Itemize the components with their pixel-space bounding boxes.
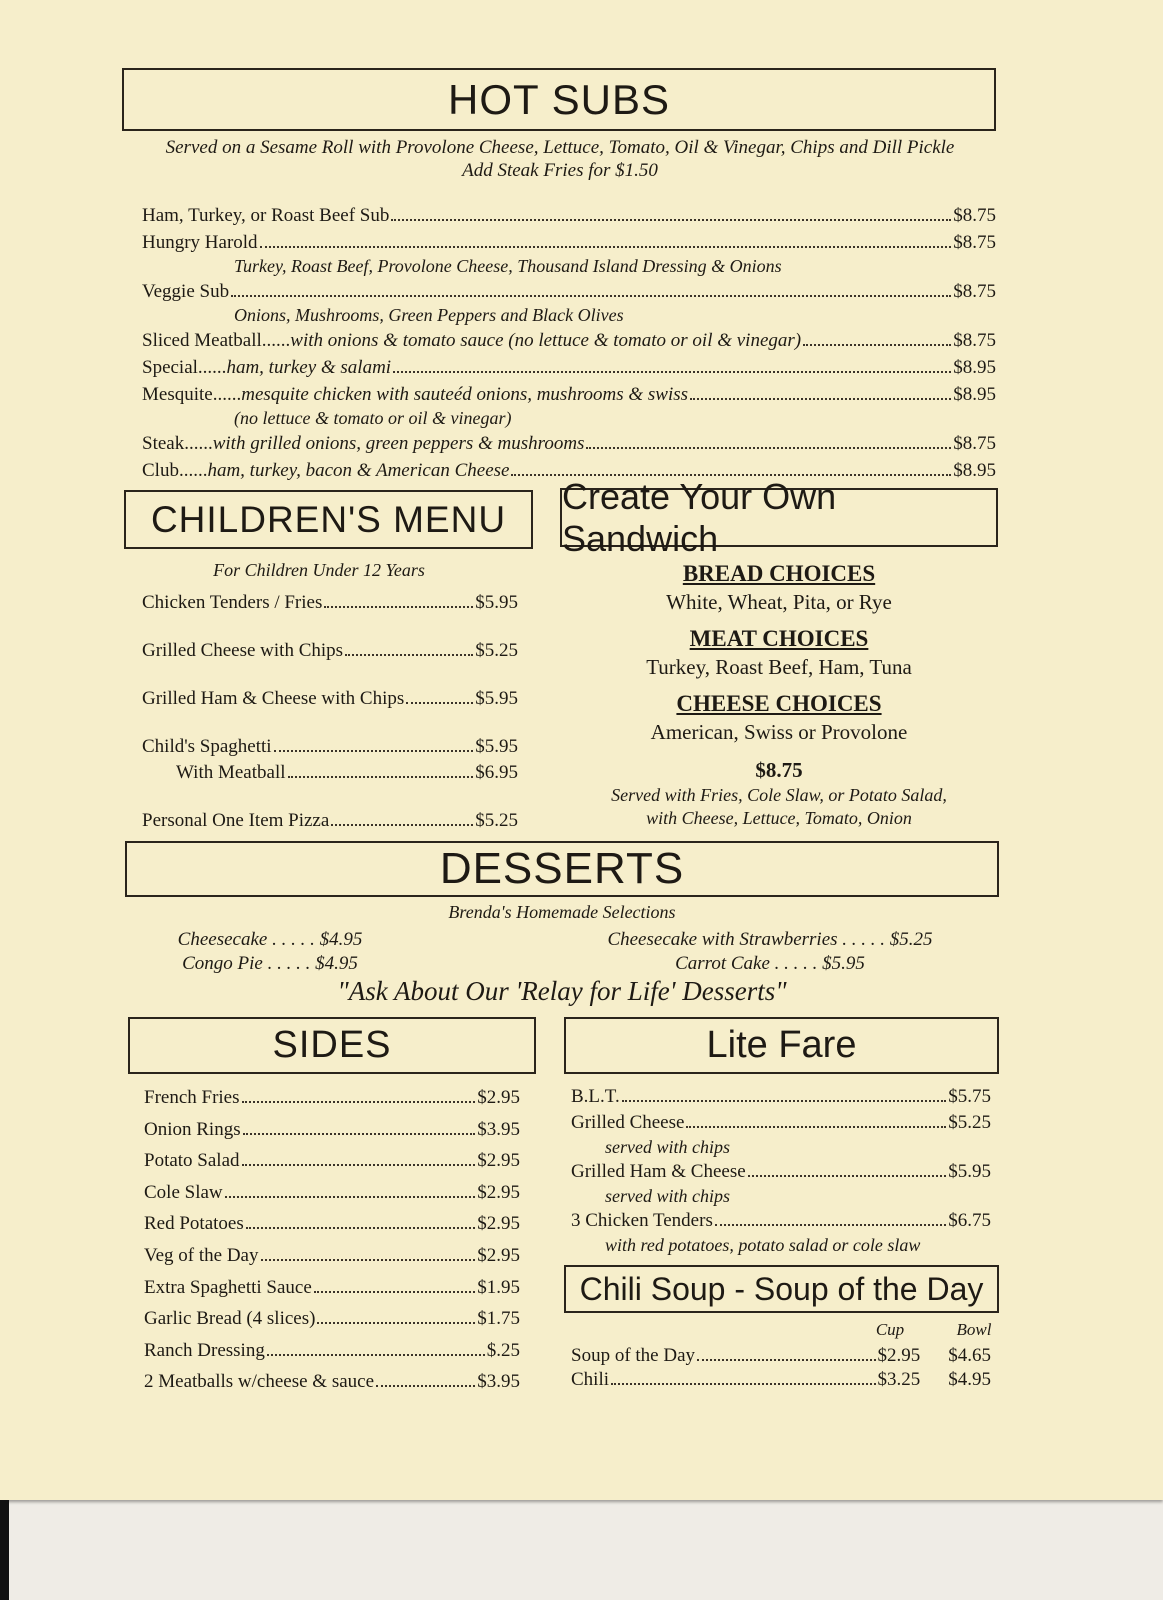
bread-choices: White, Wheat, Pita, or Rye xyxy=(666,590,892,614)
menu-item-row xyxy=(144,1208,520,1240)
hot-subs-subtitle: Served on a Sesame Roll with Provolone Cheese, Lettuce, Tomato, Oil & Vinegar, Chips and Dill Pickle xyxy=(165,137,955,158)
dot-leader xyxy=(376,1385,475,1387)
dot-leader xyxy=(331,824,473,826)
childrens-menu-title: CHILDREN'S MENU xyxy=(124,490,533,549)
dot-leader xyxy=(261,1259,476,1261)
item-name: B.L.T. xyxy=(571,1086,620,1107)
item-price: $2.95 xyxy=(477,1213,520,1235)
item-price: $5.75 xyxy=(948,1086,991,1107)
item-price: $5.95 xyxy=(475,688,518,709)
menu-item-row xyxy=(144,1145,520,1177)
meat-choices-header: MEAT CHOICES xyxy=(689,626,869,651)
item-name: Cole Slaw xyxy=(144,1181,223,1203)
dot-leader xyxy=(715,1224,946,1226)
item-price: $6.95 xyxy=(475,762,518,783)
menu-item xyxy=(142,734,518,760)
bowl-price: $4.65 xyxy=(948,1345,991,1366)
item-description: Onions, Mushrooms, Green Peppers and Black Olives xyxy=(234,305,624,325)
dot-leader xyxy=(317,1322,475,1324)
menu-item xyxy=(571,1084,991,1110)
item-price: $1.95 xyxy=(477,1276,520,1298)
dot-leader xyxy=(611,1383,875,1385)
served-with-line-1: Served with Fries, Cole Slaw, or Potato Salad, xyxy=(611,785,947,805)
dot-leader xyxy=(225,1196,476,1198)
menu-item-row xyxy=(571,1084,991,1110)
item-name: Red Potatoes xyxy=(144,1213,244,1235)
menu-item-row xyxy=(142,431,996,456)
dot-leader xyxy=(393,371,951,373)
item-name: Extra Spaghetti Sauce xyxy=(144,1276,312,1298)
item-detail: ham, turkey, bacon & American Cheese xyxy=(207,460,510,481)
item-description: with red potatoes, potato salad or cole slaw xyxy=(605,1235,921,1255)
item-price: $5.95 xyxy=(475,592,518,613)
menu-item xyxy=(144,1208,520,1240)
item-price: $5.25 xyxy=(475,810,518,831)
dot-leader xyxy=(406,702,473,704)
dot-leader xyxy=(267,1354,485,1356)
item-name: 2 Meatballs w/cheese & sauce xyxy=(144,1371,375,1393)
dot-leader xyxy=(260,246,952,248)
lite-fare-list xyxy=(571,1084,991,1257)
menu-item xyxy=(142,431,996,456)
menu-item-row xyxy=(142,279,996,304)
menu-item xyxy=(144,1114,520,1146)
item-name: Grilled Cheese xyxy=(571,1112,685,1133)
served-with-line-2: with Cheese, Lettuce, Tomato, Onion xyxy=(646,808,912,828)
menu-item-row xyxy=(142,808,518,834)
menu-item-row xyxy=(142,686,518,712)
item-name: Steak...... xyxy=(142,433,213,454)
menu-item xyxy=(571,1208,991,1257)
item-name: Chicken Tenders / Fries xyxy=(142,592,323,613)
childrens-menu-note: For Children Under 12 Years xyxy=(213,560,425,580)
dessert-item: Cheesecake . . . . . $4.95 xyxy=(177,929,363,950)
dot-leader xyxy=(231,295,951,297)
menu-item xyxy=(142,203,996,228)
dessert-item: Congo Pie . . . . . $4.95 xyxy=(182,953,358,974)
item-description: served with chips xyxy=(605,1137,730,1157)
cheese-choices: American, Swiss or Provolone xyxy=(650,720,908,744)
item-price: $3.95 xyxy=(477,1118,520,1140)
item-name: Mesquite...... xyxy=(142,384,242,405)
bowl-column-header: Bowl xyxy=(956,1320,992,1339)
item-name: Chili xyxy=(571,1369,610,1390)
item-price: $3.95 xyxy=(477,1371,520,1393)
dot-leader xyxy=(314,1291,475,1293)
item-price: $8.95 xyxy=(953,357,996,378)
menu-item xyxy=(144,1177,520,1209)
item-name: Grilled Ham & Cheese xyxy=(571,1161,746,1182)
menu-item xyxy=(144,1145,520,1177)
menu-item xyxy=(144,1240,520,1272)
menu-item-row xyxy=(571,1368,991,1392)
dot-leader xyxy=(686,1126,946,1128)
item-name: Ham, Turkey, or Roast Beef Sub xyxy=(142,205,390,226)
menu-item-row xyxy=(142,638,518,664)
menu-item xyxy=(571,1344,991,1368)
item-price: $5.95 xyxy=(475,736,518,757)
item-description: served with chips xyxy=(605,1186,730,1206)
dot-leader xyxy=(586,447,951,449)
item-name: Child's Spaghetti xyxy=(142,736,272,757)
soup-title: Chili Soup - Soup of the Day xyxy=(564,1265,999,1313)
menu-item-row xyxy=(144,1366,520,1398)
item-name: Grilled Cheese with Chips xyxy=(142,640,344,661)
lite-fare-title: Lite Fare xyxy=(564,1017,999,1074)
menu-item xyxy=(142,230,996,277)
item-detail: ham, turkey & salami xyxy=(226,357,392,378)
item-name: Personal One Item Pizza xyxy=(142,810,330,831)
item-price: $.25 xyxy=(486,1339,520,1361)
create-sandwich-title: Create Your Own Sandwich xyxy=(560,488,998,547)
item-name: Garlic Bread (4 slices) xyxy=(144,1308,316,1330)
dot-leader xyxy=(697,1359,875,1361)
menu-item-row xyxy=(142,590,518,616)
menu-item-row xyxy=(144,1082,520,1114)
dot-leader xyxy=(324,606,473,608)
desserts-subtitle: Brenda's Homemade Selections xyxy=(448,902,676,922)
menu-item-row xyxy=(571,1208,991,1234)
item-price: $5.25 xyxy=(948,1112,991,1133)
item-name: Special...... xyxy=(142,357,227,378)
menu-item xyxy=(142,808,518,834)
desserts-promo: "Ask About Our 'Relay for Life' Desserts" xyxy=(337,976,787,1006)
dot-leader xyxy=(242,1101,476,1103)
item-name: Sliced Meatball...... xyxy=(142,330,291,351)
bowl-price: $4.95 xyxy=(948,1369,991,1390)
dot-leader xyxy=(345,654,473,656)
dot-leader xyxy=(274,750,474,752)
menu-item-row xyxy=(142,328,996,353)
menu-item-row xyxy=(144,1303,520,1335)
item-name: Ranch Dressing xyxy=(144,1339,265,1361)
desserts-title: DESSERTS xyxy=(125,841,999,897)
dot-leader xyxy=(288,776,474,778)
item-name: Onion Rings xyxy=(144,1118,241,1140)
menu-item-row xyxy=(144,1272,520,1304)
menu-item xyxy=(142,328,996,353)
item-name: 3 Chicken Tenders xyxy=(571,1210,713,1231)
menu-item-row xyxy=(142,230,996,255)
item-detail: with onions & tomato sauce (no lettuce & tomato or oil & vinegar) xyxy=(290,330,802,351)
dot-leader xyxy=(242,1164,476,1166)
menu-item-row xyxy=(571,1110,991,1136)
item-name: Potato Salad xyxy=(144,1150,240,1172)
dot-leader xyxy=(748,1175,947,1177)
create-sandwich-section xyxy=(560,560,998,830)
dot-leader xyxy=(690,398,951,400)
menu-item xyxy=(571,1159,991,1208)
menu-item-row xyxy=(144,1177,520,1209)
cheese-choices-header: CHEESE CHOICES xyxy=(676,691,882,716)
menu-item xyxy=(142,590,518,616)
item-price: $8.95 xyxy=(953,460,996,481)
menu-item xyxy=(144,1335,520,1367)
item-price: $8.95 xyxy=(953,384,996,405)
dot-leader xyxy=(391,219,951,221)
menu-item xyxy=(142,638,518,664)
sandwich-price: $8.75 xyxy=(755,758,803,782)
item-price: $8.75 xyxy=(953,232,996,253)
menu-item xyxy=(142,355,996,380)
item-name: French Fries xyxy=(144,1087,240,1108)
dot-leader xyxy=(622,1100,947,1102)
menu-item xyxy=(571,1368,991,1392)
menu-item xyxy=(144,1082,520,1114)
menu-item-row xyxy=(144,1114,520,1146)
item-price: $2.95 xyxy=(477,1181,520,1203)
item-price: $5.95 xyxy=(948,1161,991,1182)
item-description: (no lettuce & tomato or oil & vinegar) xyxy=(234,408,512,428)
item-detail: with grilled onions, green peppers & mushrooms xyxy=(212,433,585,454)
menu-item xyxy=(142,686,518,712)
item-price: $6.75 xyxy=(948,1210,991,1231)
menu-item xyxy=(142,382,996,429)
soup-list xyxy=(571,1344,991,1392)
item-price: $8.75 xyxy=(953,281,996,302)
dot-leader xyxy=(246,1227,476,1229)
menu-item-row xyxy=(144,1240,520,1272)
menu-item xyxy=(144,1366,520,1398)
menu-item-row xyxy=(142,203,996,228)
item-name: Veggie Sub xyxy=(142,281,230,302)
item-price: $1.75 xyxy=(477,1308,520,1330)
menu-item-row xyxy=(142,355,996,380)
childrens-menu-list xyxy=(142,590,518,834)
menu-item xyxy=(142,760,518,786)
item-name: Soup of the Day xyxy=(571,1345,696,1366)
dot-leader xyxy=(243,1133,476,1135)
scan-edge xyxy=(0,1500,9,1600)
item-price: $2.95 xyxy=(477,1087,520,1108)
item-name: Hungry Harold xyxy=(142,232,258,253)
bread-choices-header: BREAD CHOICES xyxy=(682,561,876,586)
hot-subs-title: HOT SUBS xyxy=(122,68,996,131)
item-price: $8.75 xyxy=(953,330,996,351)
menu-item xyxy=(571,1110,991,1159)
item-detail: mesquite chicken with sauteéd onions, mushrooms & swiss xyxy=(241,384,689,405)
menu-item-row xyxy=(142,760,518,786)
item-description: Turkey, Roast Beef, Provolone Cheese, Thousand Island Dressing & Onions xyxy=(234,256,782,276)
item-name: Club...... xyxy=(142,460,208,481)
menu-item xyxy=(142,279,996,326)
item-price: $8.75 xyxy=(953,205,996,226)
sides-title: SIDES xyxy=(128,1017,536,1074)
item-price: $2.95 xyxy=(477,1244,520,1266)
dessert-item: Carrot Cake . . . . . $5.95 xyxy=(675,953,865,974)
item-price: $2.95 xyxy=(477,1150,520,1172)
meat-choices: Turkey, Roast Beef, Ham, Tuna xyxy=(646,655,912,679)
hot-subs-add-on: Add Steak Fries for $1.50 xyxy=(462,160,658,181)
hot-subs-list xyxy=(142,203,996,483)
menu-item-row xyxy=(571,1159,991,1185)
item-name: Veg of the Day xyxy=(144,1244,259,1266)
menu-item xyxy=(144,1272,520,1304)
menu-item-row xyxy=(571,1344,991,1368)
item-name: Grilled Ham & Cheese with Chips xyxy=(142,688,405,709)
item-price: $5.25 xyxy=(475,640,518,661)
menu-item-row xyxy=(142,382,996,407)
cup-price: $2.95 xyxy=(877,1345,921,1366)
menu-item-row xyxy=(144,1335,520,1367)
dot-leader xyxy=(803,344,951,346)
cup-column-header: Cup xyxy=(875,1320,905,1339)
item-name: With Meatball xyxy=(176,762,286,783)
menu-item xyxy=(144,1303,520,1335)
cup-price: $3.25 xyxy=(877,1369,921,1390)
sides-list xyxy=(144,1082,520,1398)
menu-item-row xyxy=(142,734,518,760)
item-price: $8.75 xyxy=(953,433,996,454)
dessert-item: Cheesecake with Strawberries . . . . . $5.25 xyxy=(607,929,933,950)
